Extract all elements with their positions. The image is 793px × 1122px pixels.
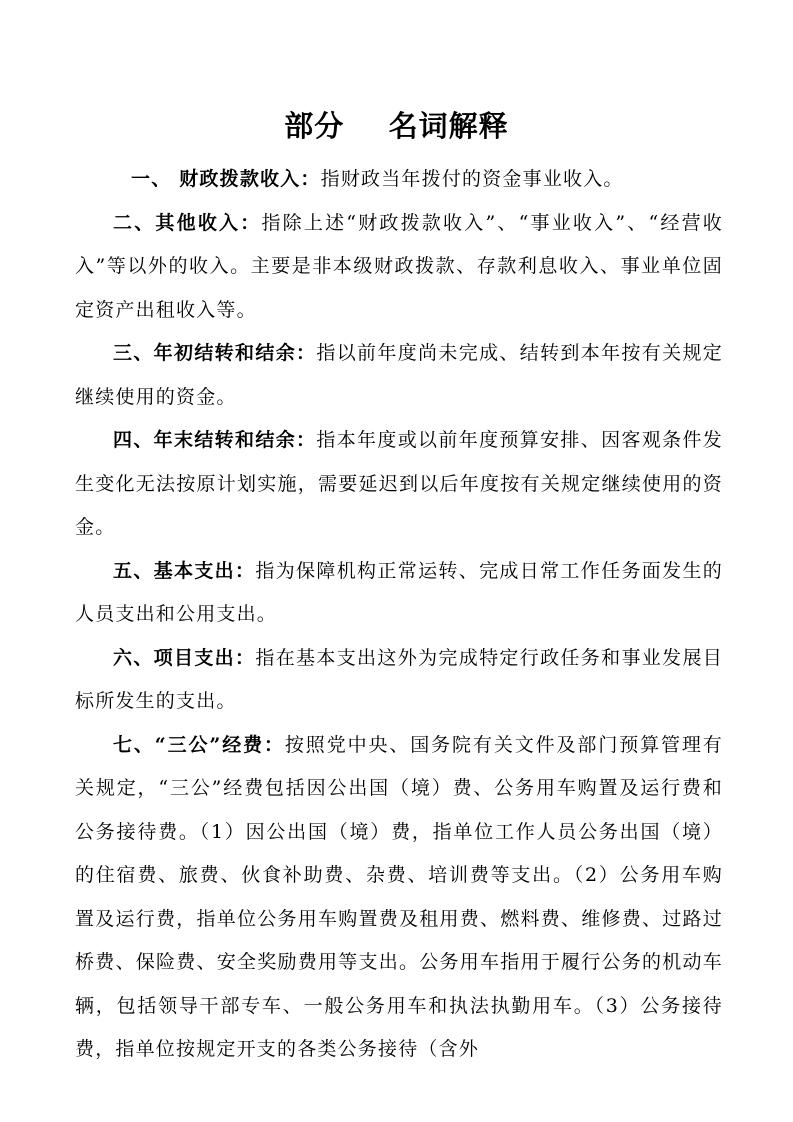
glossary-term: 五、基本支出： — [113, 559, 256, 582]
glossary-definition: 指财政当年拨付的资金事业收入。 — [320, 168, 624, 190]
page-title: 部分 名词解释 — [284, 109, 509, 143]
glossary-item-ending-balance — [75, 419, 723, 550]
glossary-definition: 指在基本支出这外为完成特定行政任务和事业发展目标所发生的支出。 — [75, 646, 723, 712]
glossary-definition: 指以前年度尚未完成、结转到本年按有关规定继续使用的资金。 — [75, 342, 723, 408]
glossary-term: 七、“三公”经费： — [113, 733, 285, 756]
glossary-term: 四、年末结转和结余： — [113, 429, 317, 451]
glossary-term: 六、项目支出： — [113, 646, 256, 669]
glossary-item-other-income — [75, 202, 723, 333]
glossary-item-project-expenditure — [75, 637, 723, 724]
glossary-item-beginning-balance — [75, 332, 723, 419]
glossary-definition: 指为保障机构正常运转、完成日常工作任务面发生的人员支出和公用支出。 — [75, 559, 723, 625]
glossary-body — [75, 158, 723, 1072]
glossary-item-fiscal-appropriation — [75, 158, 723, 202]
glossary-term: 二、其他收入： — [113, 211, 262, 234]
glossary-item-three-public-expenses — [75, 724, 723, 1072]
glossary-term: 一、 财政拨款收入： — [131, 168, 321, 190]
glossary-definition: 指除上述“财政拨款收入”、“事业收入”、“经营收入”等以外的收入。主要是非本级财政拨款、存款利息收入、事业单位固定资产出租收入等。 — [75, 211, 723, 321]
glossary-term: 三、年初结转和结余： — [113, 342, 317, 364]
glossary-item-basic-expenditure — [75, 550, 723, 637]
glossary-definition: 指本年度或以前年度预算安排、因客观条件发生变化无法按原计划实施，需要延迟到以后年度按有关规定继续使用的资金。 — [75, 429, 723, 538]
glossary-definition: 按照党中央、国务院有关文件及部门预算管理有关规定，“三公”经费包括因公出国（境）费、公务用车购置及运行费和公务接待费。（1）因公出国（境）费，指单位工作人员公务出国（境）的住宿费、旅费、伙食补助费、杂费、培训费等支出。（2）公务用车购置及运行费，指单位公务用车购置费及租用费、燃料费、维修费、过路过桥费、保险费、安全奖励费用等支出。公务用车指用于履行公务的机动车辆，包括领导干部专车、一般公务用车和执法执勤用车。（3）公务接待费，指单位按规定开支的各类公务接待（含外 — [75, 733, 723, 1060]
